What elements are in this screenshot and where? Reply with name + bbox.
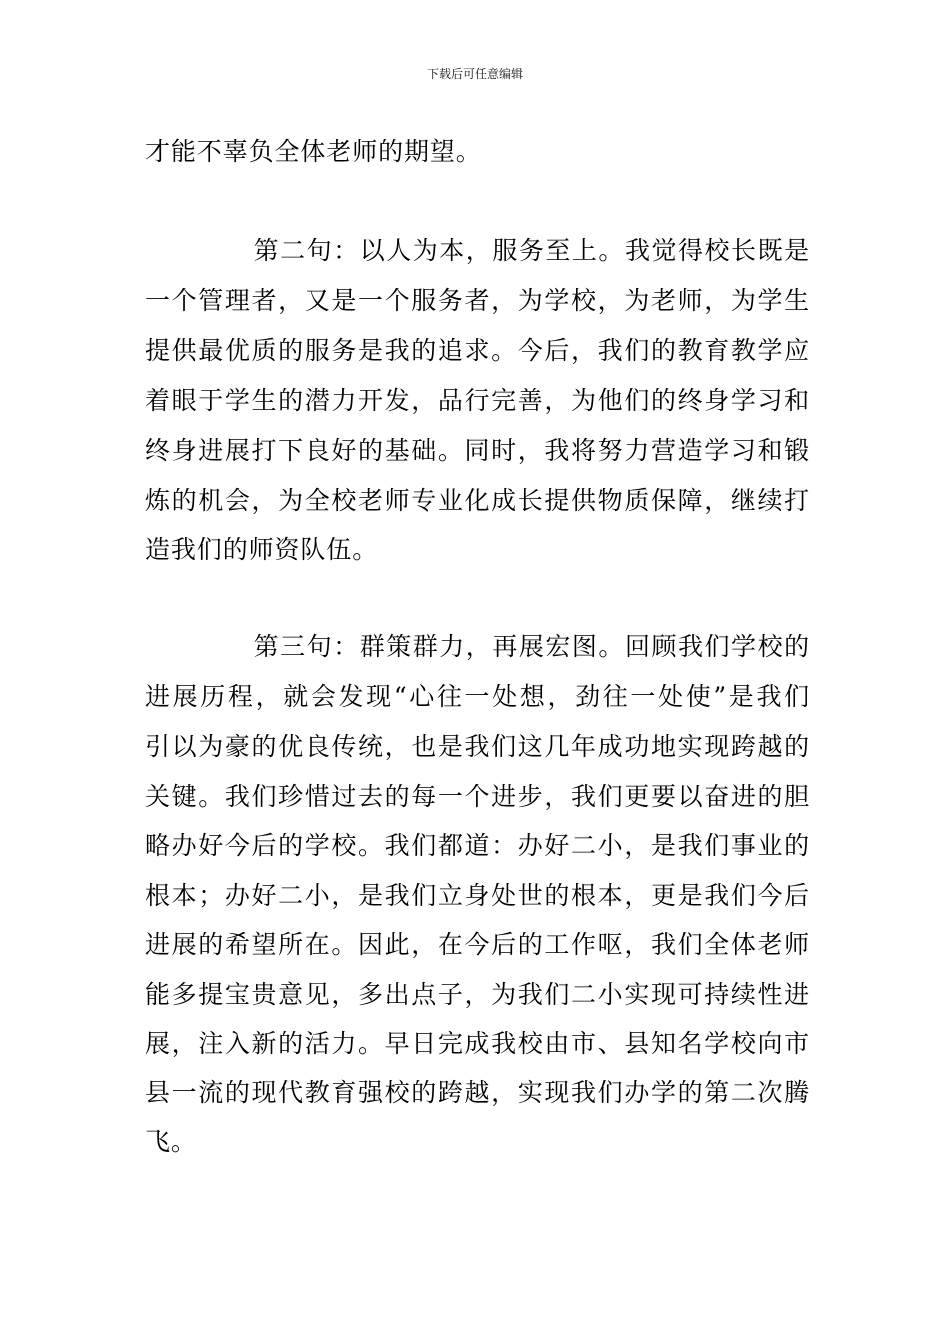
text-line: 进展历程，就会发现“心往一处想，劲往一处使”是我们 — [145, 682, 810, 711]
text-line: 终身进展打下良好的基础。同时，我将努力营造学习和锻 — [145, 436, 810, 465]
text-line-content: 第二句：以人为本，服务至上。我觉得校长既是 — [253, 236, 810, 265]
text-line: 进展的希望所在。因此，在今后的工作呕，我们全体老师 — [145, 930, 810, 959]
text-line: 引以为豪的优良传统，也是我们这几年成功地实现跨越的 — [145, 732, 810, 761]
text-line: 才能不辜负全体老师的期望。 — [145, 137, 482, 166]
text-line: 能多提宝贵意见，多出点子，为我们二小实现可持续性进 — [145, 980, 810, 1009]
text-line: 县一流的现代教育强校的跨越，实现我们办学的第二次腾 — [145, 1078, 810, 1107]
text-line: 造我们的师资队伍。 — [145, 535, 379, 564]
text-line: 根本；办好二小，是我们立身处世的根本，更是我们今后 — [145, 881, 810, 910]
text-line: 提供最优质的服务是我的追求。今后，我们的教育教学应 — [145, 336, 810, 365]
text-line: 一个管理者，又是一个服务者，为学校，为老师，为学生 — [145, 286, 810, 315]
text-line-first — [145, 226, 810, 276]
text-line: 炼的机会，为全校老师专业化成长提供物质保障，继续打 — [145, 486, 810, 515]
text-line: 展，注入新的活力。早日完成我校由市、县知名学校向市 — [145, 1029, 810, 1058]
text-line-content: 第三句：群策群力，再展宏图。回顾我们学校的 — [253, 632, 810, 661]
text-line: 关键。我们珍惜过去的每一个进步，我们更要以奋进的胆 — [145, 782, 810, 811]
text-line: 飞。 — [145, 1127, 197, 1156]
page-header: 下载后可任意编辑 — [426, 67, 523, 81]
text-line-first — [145, 622, 810, 672]
text-line: 着眼于学生的潜力开发，品行完善，为他们的终身学习和 — [145, 386, 810, 415]
text-line: 略办好今后的学校。我们都道：办好二小，是我们事业的 — [145, 831, 810, 860]
